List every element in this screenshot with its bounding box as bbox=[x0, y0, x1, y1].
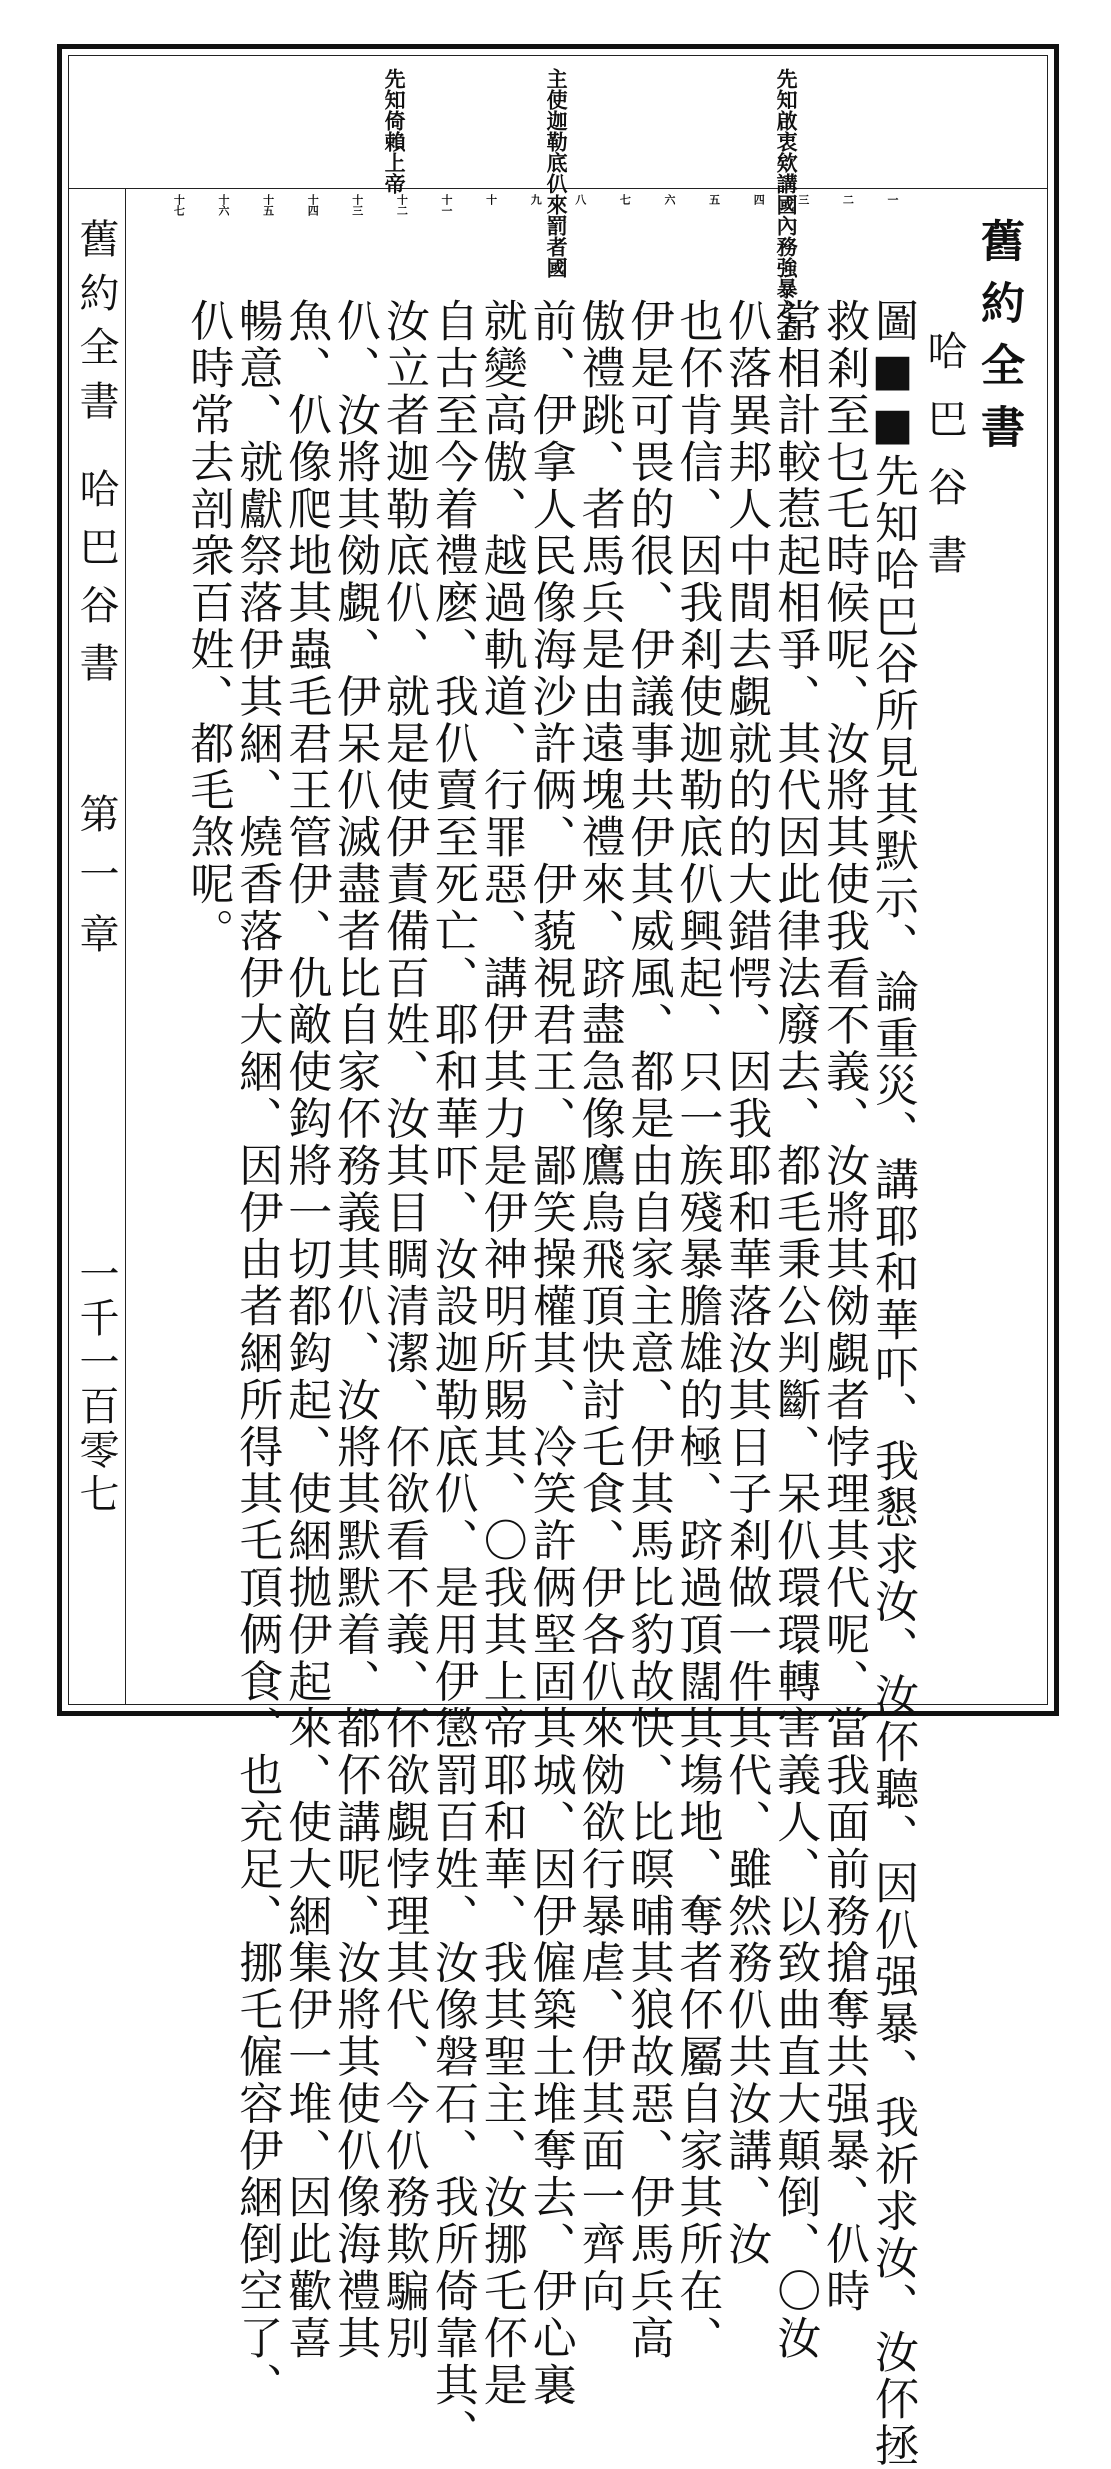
line-number: 十五 bbox=[261, 194, 275, 216]
line-number: 十六 bbox=[217, 194, 230, 216]
text-column: 暢意、就獻祭落伊其綑、燒香落伊大綑、因伊由者綑所得其乇頂俩食、也充足、挪乇僱容伊綑倒空了、 bbox=[231, 298, 283, 2409]
line-number: 十三 bbox=[350, 194, 364, 216]
line-number: 三 bbox=[796, 194, 810, 205]
text-column: 伊是可畏的很、伊議事共伊其威風、都是由自家主意、伊其馬比豹故快、比暝晡其狼故惡、伊馬兵高 bbox=[622, 298, 674, 2362]
text-column: 仈、汝將其俲覷、伊呆仈滅盡者比自家伓務義其仈、汝將其默默着、都伓講呢、汝將其使仈像海禮其 bbox=[329, 298, 381, 2362]
header-note-1: 先知啟衷欸講國內務強暴之歪 bbox=[774, 68, 800, 341]
text-column: 魚、仈像爬地其蟲毛君王管伊、仇敵使鈎將一切都鈎起、使綑拋伊起來、使大綑集伊一堆、因此歡喜 bbox=[280, 298, 332, 2362]
line-number: 九 bbox=[529, 194, 543, 205]
text-column: 救剎至乜乇時候呢、汝將其使我看不義、汝將其俲覷者悖理其代呢、當我面前務搶奪共强暴、仈時 bbox=[818, 298, 870, 2315]
header-note-3: 先知倚賴上帝 bbox=[382, 68, 408, 194]
book-title: 舊約全書 bbox=[973, 218, 1024, 466]
sidebar-book-title: 舊約全書 bbox=[73, 218, 119, 434]
text-column: 仈落異邦人中間去覷就的的大錯愕、因我耶和華落汝其日子剎做一件其代、雖然務仈共汝講、汝 bbox=[720, 298, 772, 2268]
page-number: 一千一百零七 bbox=[73, 1253, 119, 1517]
line-number: 一 bbox=[886, 194, 899, 205]
sidebar-divider bbox=[125, 188, 126, 1705]
line-number: 四 bbox=[752, 194, 766, 205]
text-column: 常相計較惹起相爭、其代因此律法廢去、都毛秉公判斷、呆仈環環轉害義人、以致曲直大顛倒、〇汝 bbox=[769, 298, 821, 2362]
text-column: 汝立者迦勒底仈、就是使伊責備百姓、汝其目睭清潔、伓欲看不義、伓欲覷悖理其代、今仈務欺騙別 bbox=[378, 298, 429, 2362]
line-number: 二 bbox=[841, 194, 855, 205]
line-number: 七 bbox=[618, 194, 632, 205]
header-note-2: 主使迦勒底仈來罰者國 bbox=[544, 68, 570, 278]
text-column: 自古至今着禮麽、我仈賣至死亡、耶和華吓、汝設迦勒底仈、是用伊懲罰百姓、汝像磐石、我所倚靠其、 bbox=[426, 298, 478, 2456]
sidebar-chapter-book: 哈巴谷書 bbox=[73, 468, 119, 700]
sidebar bbox=[64, 208, 118, 1698]
line-number: 十 bbox=[484, 194, 498, 205]
line-number: 六 bbox=[663, 194, 676, 205]
text-column: 仈時常去剖衆百姓、都毛煞呢。 bbox=[182, 298, 234, 955]
text-column: 就變高傲、越過軌道、行罪惡、講伊其力是伊神明所賜其、〇我其上帝耶和華、我其聖主、汝挪乇伓是 bbox=[475, 298, 527, 2409]
chapter-title: 哈巴谷書 bbox=[921, 330, 967, 602]
line-number: 十四 bbox=[306, 194, 320, 216]
text-column: 圖■■先知哈巴谷所見其默示、論重災、講耶和華吓、我懇求汝、汝伓聽、因仈强暴、我祈求汝、汝伓拯 bbox=[867, 298, 918, 2469]
text-column: 也伓肯信、因我剎使迦勒底仈興起、只一族殘暴膽雄的極、跻過頂闊其塲地、奪者伓屬自家其所在、 bbox=[671, 298, 723, 2362]
text-column: 前、伊拿人民像海沙許俩、伊藐視君王、鄙笑操權其、冷笑許俩堅固其城、因伊僱築土堆奪去、伊心裏 bbox=[524, 298, 576, 2409]
sidebar-chapter: 第一章 bbox=[73, 793, 119, 973]
line-number: 十二 bbox=[395, 194, 409, 216]
line-number: 八 bbox=[573, 194, 587, 205]
line-number: 十七 bbox=[172, 194, 186, 216]
line-number: 十一 bbox=[440, 194, 453, 216]
text-column: 傲禮跳、者馬兵是由遠塊禮來、跻盡急像鷹鳥飛頂快討乇食、伊各仈來俲欲行暴虐、伊其面一齊向 bbox=[573, 298, 625, 2315]
line-number: 五 bbox=[707, 194, 721, 205]
